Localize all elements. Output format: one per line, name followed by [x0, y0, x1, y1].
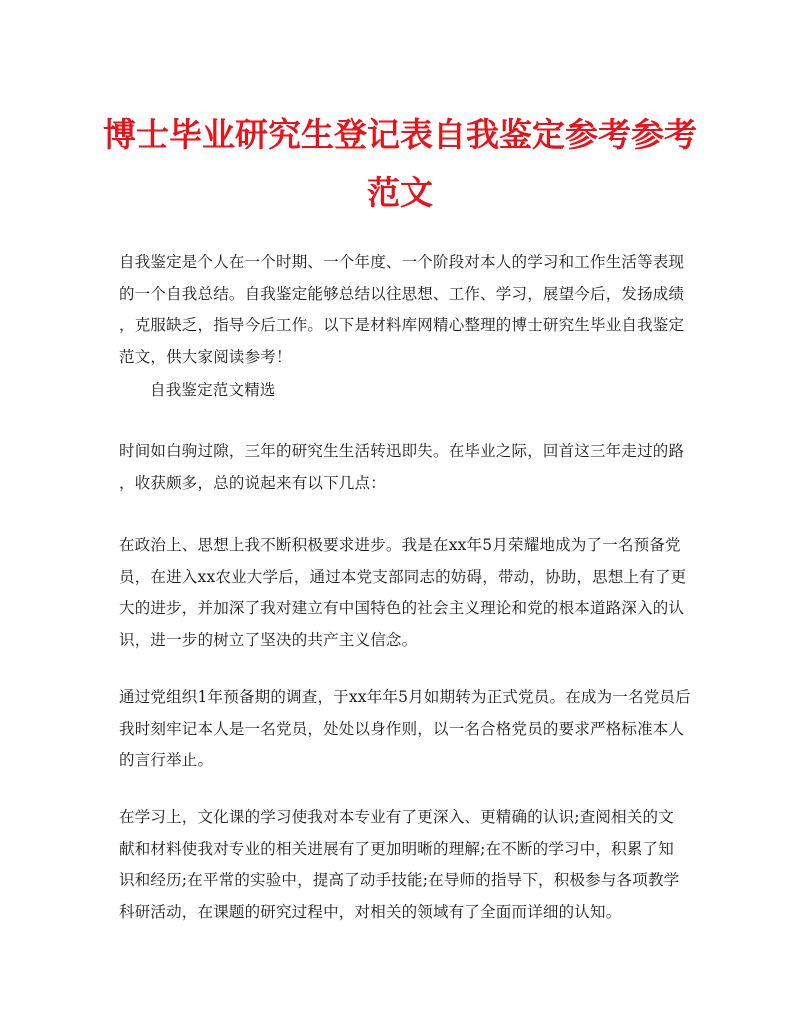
text-line: 献和材料使我对专业的相关进展有了更加明晰的理解;在不断的学习中，积累了知	[119, 839, 674, 858]
text-line: 识，进一步的树立了坚决的共产主义信念。	[119, 631, 418, 650]
section-subheading	[119, 375, 685, 407]
text-line: 自我鉴定是个人在一个时期、一个年度、一个阶段对本人的学习和工作生活等表现	[119, 253, 685, 271]
study-paragraph	[119, 802, 685, 929]
text-line: 的言行举止。	[119, 751, 214, 770]
text-line: ，收获颇多，总的说起来有以下几点：	[119, 473, 386, 492]
text-line: 在学习上，文化课的学习使我对本专业有了更深入、更精确的认识;查阅相关的文	[119, 808, 674, 826]
text-line: 的一个自我总结。自我鉴定能够总结以往思想、工作、学习，展望今后，发扬成绩	[119, 284, 685, 303]
document-title-line-2: 范文	[367, 173, 433, 212]
document-title-line-1: 博士毕业研究生登记表自我鉴定参考参考	[103, 115, 697, 154]
text-line: 识和经历;在平常的实验中，提高了动手技能;在导师的指导下，积极参与各项教学	[119, 871, 680, 890]
text-line: 科研活动，在课题的研究过程中，对相关的领域有了全面而详细的认知。	[119, 903, 622, 922]
text-line: 时间如白驹过隙，三年的研究生生活转迅即失。在毕业之际，回首这三年走过的路	[119, 442, 685, 460]
politics-paragraph	[119, 530, 685, 657]
party-membership-paragraph	[119, 682, 691, 777]
text-line: 自我鉴定范文精选	[150, 381, 276, 399]
text-line: ，克服缺乏，指导今后工作。以下是材料库网精心整理的博士研究生毕业自我鉴定	[119, 316, 685, 335]
text-line: 我时刻牢记本人是一名党员，处处以身作则，以一名合格党员的要求严格标准本人	[119, 719, 685, 738]
text-line: 在政治上、思想上我不断积极要求进步。我是在xx年5月荣耀地成为了一名预备党	[119, 536, 681, 554]
text-line: 通过党组织1年预备期的调查，于xx年年5月如期转为正式党员。在成为一名党员后	[119, 688, 691, 706]
opening-paragraph	[119, 436, 685, 499]
text-line: 大的进步，并加深了我对建立有中国特色的社会主义理论和党的根本道路深入的认	[119, 599, 685, 618]
text-line: 范文，供大家阅读参考！	[119, 348, 292, 367]
text-line: 员，在进入xx农业大学后，通过本党支部同志的妨碍，带动，协助，思想上有了更	[119, 567, 687, 586]
intro-paragraph	[119, 247, 685, 374]
